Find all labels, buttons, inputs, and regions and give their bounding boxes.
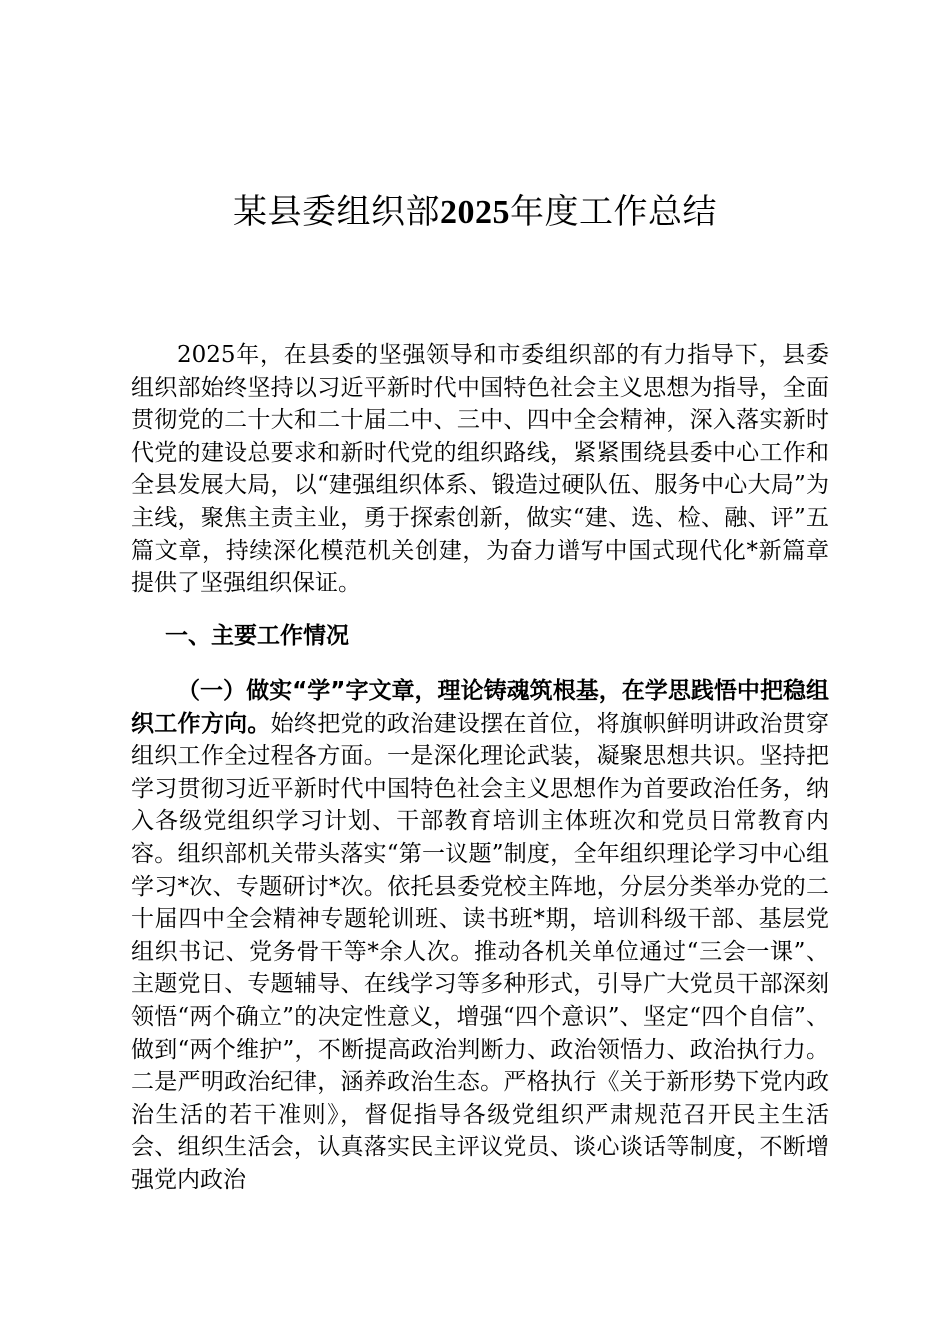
- title-year: 2025: [440, 193, 510, 231]
- subsection-paragraph: [131, 675, 829, 1197]
- document-title: [0, 187, 950, 238]
- intro-paragraph: 2025年，在县委的坚强领导和市委组织部的有力指导下，县委组织部始终坚持以习近平新时代中国特色社会主义思想为指导，全面贯彻党的二十大和二十届二中、三中、四中全会精神，深入落实新时代党的建设总要求和新时代党的组织路线，紧紧围绕县委中心工作和全县发展大局，以“建强组织体系、锻造过硬队伍、服务中心大局”为主线，聚焦主责主业，勇于探索创新，做实“建、选、检、融、评”五篇文章，持续深化模范机关创建，为奋力谱写中国式现代化*新篇章提供了坚强组织保证。: [131, 342, 829, 597]
- subsection-lead: （一）做实“学”字文章，理论铸魂筑根基，在学思践悟中把稳组织工作方向。: [131, 678, 829, 737]
- title-prefix: 某县委组织部: [233, 191, 440, 232]
- section-heading: 一、主要工作情况: [165, 623, 349, 649]
- title-suffix: 年度工作总结: [510, 191, 717, 232]
- subsection-body: 始终把党的政治建设摆在首位，将旗帜鲜明讲政治贯穿组织工作全过程各方面。一是深化理论武装，凝聚思想共识。坚持把学习贯彻习近平新时代中国特色社会主义思想作为首要政治任务，纳入各级党组织学习计划、干部教育培训主体班次和党员日常教育内容。组织部机关带头落实“第一议题”制度，全年组织理论学习中心组学习*次、专题研讨*次。依托县委党校主阵地，分层分类举办党的二十届四中全会精神专题轮训班、读书班*期，培训科级干部、基层党组织书记、党务骨干等*余人次。推动各机关单位通过“三会一课”、主题党日、专题辅导、在线学习等多种形式，引导广大党员干部深刻领悟“两个确立”的决定性意义，增强“四个意识”、坚定“四个自信”、做到“两个维护”，不断提高政治判断力、政治领悟力、政治执行力。二是严明政治纪律，涵养政治生态。严格执行《关于新形势下党内政治生活的若干准则》，督促指导各级党组织严肃规范召开民主生活会、组织生活会，认真落实民主评议党员、谈心谈话等制度，不断增强党内政治: [131, 710, 830, 1193]
